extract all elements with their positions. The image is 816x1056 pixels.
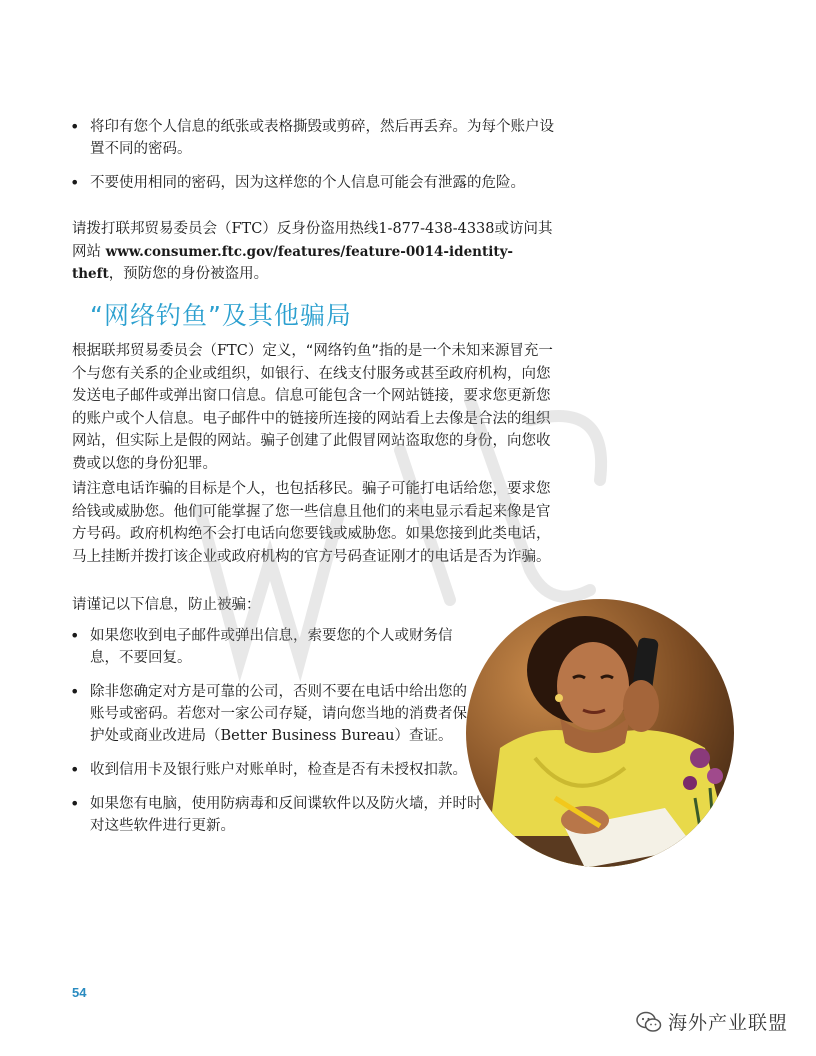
- bbb-name: Better Business Bureau: [220, 728, 395, 744]
- text-span: 或访问其网站: [72, 221, 553, 260]
- list-item: • 不要使用相同的密码，因为这样您的个人信息可能会有泄露的危险。: [70, 172, 560, 194]
- hotline-number: 1-877-438-4338: [378, 221, 495, 237]
- phone-scam-paragraph: 请注意电话诈骗的目标是个人，也包括移民。骗子可能打电话给您，要求您给钱或威胁您。他们可能掌握了您一些信息且他们的来电显示看起来像是官方号码。政府机构绝不会打电话向您要钱或威胁您。如果您接到此类电话，马上挂断并拨打该企业或政府机构的官方号码查证刚才的电话是否为诈骗。: [72, 481, 551, 565]
- page-number: 54: [72, 985, 87, 1000]
- text-span: ）查证。: [394, 728, 453, 744]
- phishing-definition-paragraph: [72, 340, 564, 475]
- text-span: 请拨打联邦贸易委员会（: [72, 221, 232, 237]
- list-item: • 如果您收到电子邮件或弹出信息，索要您的个人或财务信息，不要回复。: [70, 625, 480, 669]
- text-span: 根据联邦贸易委员会（: [72, 343, 217, 359]
- text-span: 除非您确定对方是可靠的公司，否则不要在电话中给出您的账号或密码。若您对一家公司存疑，请向您当地的消费者保护处或商业改进局（: [90, 684, 467, 744]
- woman-on-phone-photo: [465, 598, 735, 868]
- bullet-list-tips: [70, 625, 480, 849]
- text-span: ）定义，“网络钓鱼”指的是一个未知来源冒充一个与您有关系的企业或组织，如银行、在线支付服务或甚至政府机构，向您发送电子邮件或弹出窗口信息。信息可能包含一个网站链接，要求您更新您的账户或个人信息。电子邮件中的链接所连接的网站看上去像是合法的组织网站，但实际上是假的网站。骗子创建了此假冒网站盗取您的身份，向您收费或以您的身份犯罪。: [72, 343, 553, 472]
- brand-name: 海外产业联盟: [667, 1012, 788, 1034]
- list-item: • 如果您有电脑，使用防病毒和反间谍软件以及防火墙，并时时对这些软件进行更新。: [70, 793, 490, 837]
- text-span: ，预防您的身份被盗用。: [108, 266, 269, 282]
- brand-badge: [636, 1008, 788, 1035]
- list-item: [70, 681, 480, 747]
- text-span: ）反身份盗用热线: [262, 221, 379, 237]
- tips-intro: 请谨记以下信息，防止被骗：: [72, 597, 261, 613]
- bullet-list-top: [70, 116, 560, 206]
- ftc-hotline-paragraph: [72, 218, 562, 286]
- list-item: • 将印有您个人信息的纸张或表格撕毁或剪碎，然后再丢弃。为每个账户设置不同的密码。: [70, 116, 560, 160]
- section-heading: “网络钓鱼”及其他骗局: [90, 301, 352, 330]
- ftc-abbr: FTC: [231, 221, 263, 237]
- ftc-abbr: FTC: [217, 343, 248, 359]
- wechat-icon: [636, 1011, 662, 1033]
- list-item: • 收到信用卡及银行账户对账单时，检查是否有未授权扣款。: [70, 759, 480, 781]
- ftc-website-link[interactable]: www.consumer.ftc.gov/features/feature-0014-identity-theft: [72, 243, 514, 282]
